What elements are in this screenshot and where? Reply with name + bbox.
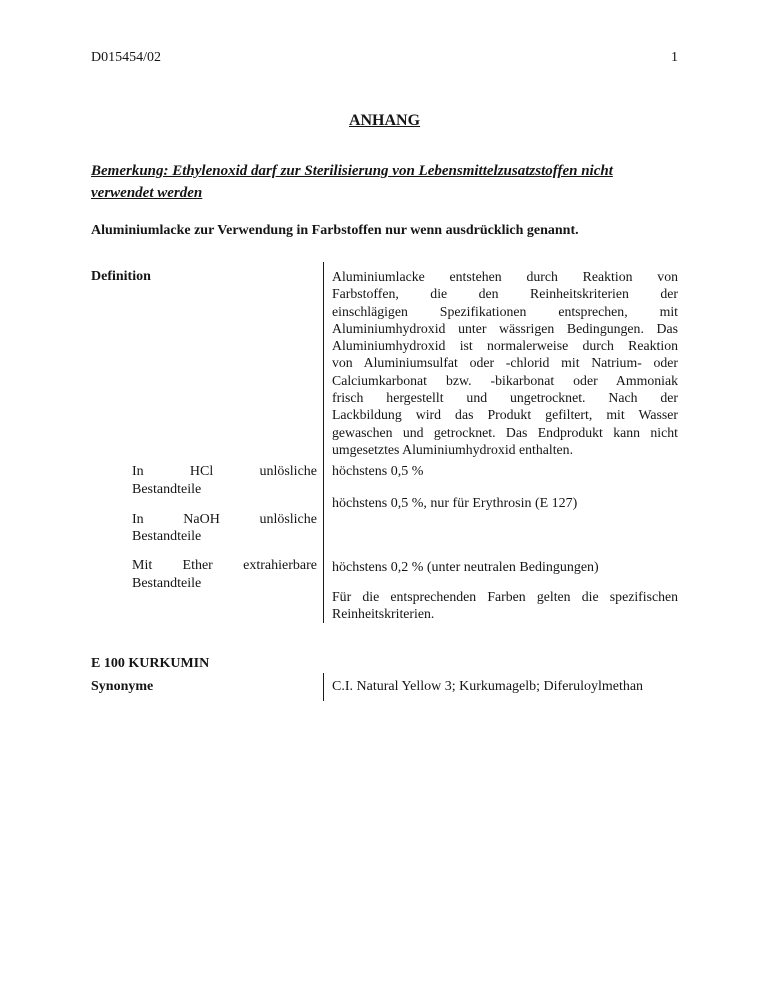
term-word: unlösliche <box>259 511 317 527</box>
definition-label: Definition <box>91 269 151 284</box>
criteria-value-list <box>332 463 678 576</box>
criteria-term-line2: Bestandteile <box>132 575 202 591</box>
term-word: In <box>132 464 144 480</box>
term-word: In <box>132 511 144 527</box>
page-number: 1 <box>671 50 678 65</box>
criteria-term <box>132 463 317 498</box>
remark-note: Bemerkung: Ethylenoxid darf zur Sterilisierung von Lebensmittelzusatzstoffen nicht verwendet werden <box>91 163 613 201</box>
criteria-term <box>132 511 317 546</box>
note-line2: Reinheitskriterien. <box>332 606 435 622</box>
synonyms-row <box>91 673 678 701</box>
definition-line: von Aluminiumsulfat oder -chlorid mit Natrium- oder <box>332 355 678 371</box>
definition-justified-lines <box>332 268 678 441</box>
criteria-value: höchstens 0,5 % <box>332 464 424 480</box>
term-word: unlösliche <box>259 464 317 480</box>
term-word: HCl <box>189 464 214 480</box>
note-line1: Für die entsprechenden Farben gelten die spezifischen <box>332 589 678 605</box>
annex-title: ANHANG <box>348 112 421 129</box>
definition-line: frisch hergestellt und ungetrocknet. Nach der <box>332 390 678 406</box>
definition-line: Farbstoffen, die den Reinheitskriterien der <box>332 286 678 302</box>
criteria-term-line2: Bestandteile <box>132 481 202 497</box>
synonyms-value: C.I. Natural Yellow 3; Kurkumagelb; Diferuloylmethan <box>323 673 678 701</box>
term-word: Ether <box>182 558 213 574</box>
definition-line: gewaschen und getrocknet. Das Endprodukt kann nicht <box>332 424 678 440</box>
synonyms-label: Synonyme <box>91 678 154 694</box>
definition-line: Calciumkarbonat bzw. -bikarbonat oder Ammoniak <box>332 372 678 388</box>
term-word: Mit <box>132 558 153 574</box>
definition-line: Aluminiumhydroxid ist normalerweise durch Reaktion <box>332 338 678 354</box>
term-word: NaOH <box>183 511 220 527</box>
page-header <box>91 50 678 66</box>
criteria-term-line1 <box>132 463 317 480</box>
aluminium-lakes-notice: Aluminiumlacke zur Verwendung in Farbstoffen nur wenn ausdrücklich genannt. <box>91 223 579 238</box>
definition-line: einschlägigen Spezifikationen entsprechen, mit <box>332 303 678 319</box>
specific-criteria-note <box>332 588 678 623</box>
criteria-value: höchstens 0,2 % (unter neutralen Bedingungen) <box>332 559 599 575</box>
criteria-term-list <box>91 463 323 592</box>
definition-line: Lackbildung wird das Produkt gefiltert, mit Wasser <box>332 407 678 423</box>
definition-text <box>332 268 678 458</box>
definition-line: Aluminiumhydroxid unter wässrigen Bedingungen. Das <box>332 320 678 336</box>
term-word: extrahierbare <box>243 558 317 574</box>
criteria-value: höchstens 0,5 %, nur für Erythrosin (E 127) <box>332 495 578 511</box>
definition-line: Aluminiumlacke entstehen durch Reaktion von <box>332 269 678 284</box>
criteria-term-line1 <box>132 557 317 574</box>
doc-number: D015454/02 <box>91 50 161 65</box>
table-left-column <box>91 262 323 623</box>
criteria-term <box>132 557 317 592</box>
entry-heading-e100: E 100 KURKUMIN <box>91 655 210 671</box>
criteria-term-line1 <box>132 511 317 528</box>
criteria-term-line2: Bestandteile <box>132 529 202 545</box>
definition-table <box>91 262 678 623</box>
definition-last-line: umgesetztes Aluminiumhydroxid enthalten. <box>332 441 574 457</box>
table-right-column <box>323 262 678 623</box>
